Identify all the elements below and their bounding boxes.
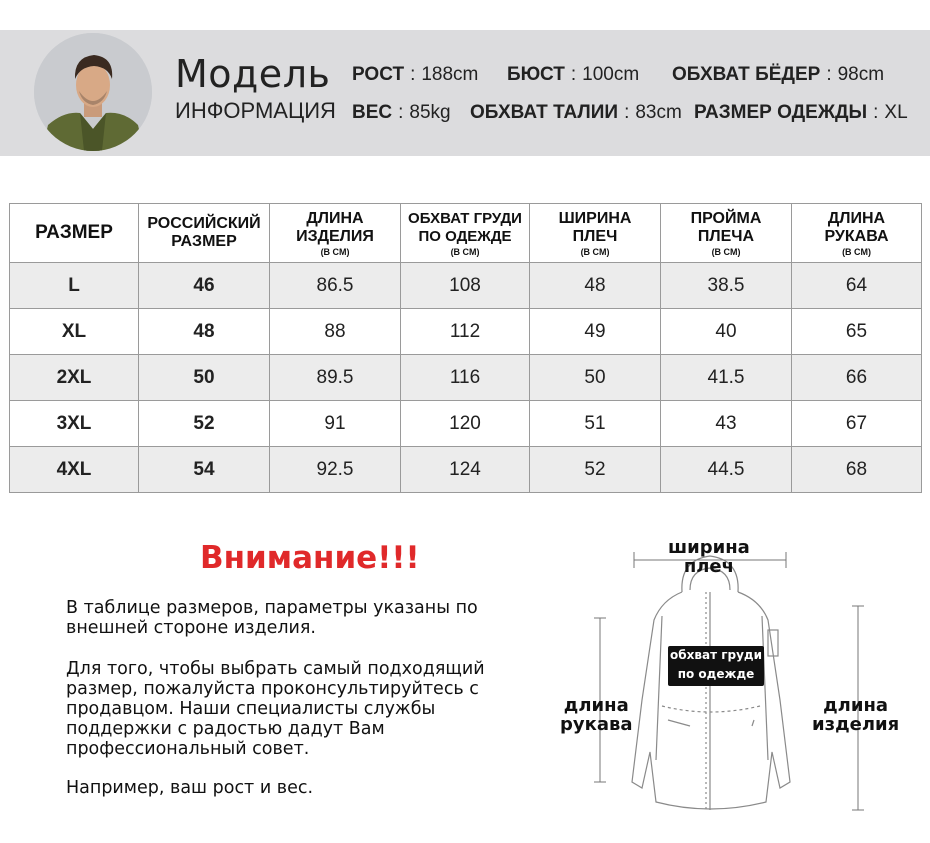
measurement-diagram	[550, 520, 930, 838]
model-subtitle: ИНФОРМАЦИЯ	[175, 98, 336, 123]
size-table	[9, 203, 922, 493]
param-value: 83cm	[635, 102, 682, 123]
cell-length: 92.5	[270, 447, 401, 493]
model-avatar	[34, 33, 152, 151]
param-key: ВЕС	[352, 102, 393, 123]
cell-russian-size: 48	[139, 309, 270, 355]
cell-armhole: 44.5	[661, 447, 792, 493]
param-key: РАЗМЕР ОДЕЖДЫ	[694, 102, 868, 123]
param-value: 85kg	[409, 102, 451, 123]
cell-chest: 116	[401, 355, 530, 401]
header-sleeve-length: ДЛИНА РУКАВА (В СМ)	[792, 204, 922, 263]
cell-shoulder: 52	[530, 447, 661, 493]
header-length: ДЛИНА ИЗДЕЛИЯ (В СМ)	[270, 204, 401, 263]
cell-shoulder: 51	[530, 401, 661, 447]
param-key: ОБХВАТ БЁДЕР	[672, 64, 821, 85]
label-chest: обхват груди по одежде	[668, 646, 764, 686]
param-hips: ОБХВАТ БЁДЕР : 98cm	[672, 64, 885, 85]
table-row	[10, 263, 922, 309]
cell-armhole: 41.5	[661, 355, 792, 401]
param-key: ОБХВАТ ТАЛИИ	[470, 102, 619, 123]
table-row	[10, 355, 922, 401]
cell-length: 91	[270, 401, 401, 447]
param-value: 98cm	[837, 64, 885, 85]
cell-sleeve: 68	[792, 447, 922, 493]
cell-size: XL	[10, 309, 139, 355]
cell-chest: 112	[401, 309, 530, 355]
param-weight: ВЕС : 85kg	[352, 102, 451, 123]
cell-chest: 120	[401, 401, 530, 447]
cell-russian-size: 46	[139, 263, 270, 309]
label-sleeve-length: длина рукава	[560, 695, 633, 735]
model-title: Модель	[175, 52, 331, 96]
param-value: XL	[884, 102, 908, 123]
header-shoulder-width: ШИРИНА ПЛЕЧ (В СМ)	[530, 204, 661, 263]
header-size: РАЗМЕР	[10, 204, 139, 263]
cell-russian-size: 50	[139, 355, 270, 401]
cell-shoulder: 49	[530, 309, 661, 355]
table-header-row	[10, 204, 922, 263]
header-chest: ОБХВАТ ГРУДИ ПО ОДЕЖДЕ (В СМ)	[401, 204, 530, 263]
header-armhole: ПРОЙМА ПЛЕЧА (В СМ)	[661, 204, 792, 263]
table-row	[10, 401, 922, 447]
cell-length: 88	[270, 309, 401, 355]
param-height: РОСТ : 188cm	[352, 64, 479, 85]
param-waist: ОБХВАТ ТАЛИИ : 83cm	[470, 102, 682, 123]
param-value: 188cm	[421, 64, 479, 85]
note-paragraph-2: Для того, чтобы выбрать самый подходящий размер, пожалуйста проконсультируйтесь с продавцом. Наши специалисты службы поддержки с радостью дадут Вам профессиональный совет.	[66, 659, 485, 759]
note-paragraph-3: Например, ваш рост и вес.	[66, 778, 314, 798]
cell-sleeve: 65	[792, 309, 922, 355]
label-garment-length: длина изделия	[812, 695, 900, 735]
cell-size: 2XL	[10, 355, 139, 401]
cell-sleeve: 67	[792, 401, 922, 447]
cell-length: 89.5	[270, 355, 401, 401]
cell-length: 86.5	[270, 263, 401, 309]
label-shoulder-width: ширина плеч	[668, 537, 750, 577]
param-clothing-size: РАЗМЕР ОДЕЖДЫ : XL	[694, 102, 908, 123]
note-paragraph-1: В таблице размеров, параметры указаны по внешней стороне изделия.	[66, 598, 478, 638]
cell-size: L	[10, 263, 139, 309]
attention-title: Внимание!!!	[200, 540, 420, 576]
param-bust: БЮСТ : 100cm	[507, 64, 640, 85]
cell-size: 4XL	[10, 447, 139, 493]
table-row	[10, 309, 922, 355]
cell-russian-size: 52	[139, 401, 270, 447]
param-key: РОСТ	[352, 64, 405, 85]
cell-chest: 124	[401, 447, 530, 493]
param-key: БЮСТ	[507, 64, 565, 85]
cell-russian-size: 54	[139, 447, 270, 493]
cell-armhole: 38.5	[661, 263, 792, 309]
cell-chest: 108	[401, 263, 530, 309]
cell-sleeve: 66	[792, 355, 922, 401]
cell-size: 3XL	[10, 401, 139, 447]
cell-armhole: 40	[661, 309, 792, 355]
header-russian-size: РОССИЙСКИЙ РАЗМЕР	[139, 204, 270, 263]
param-value: 100cm	[582, 64, 640, 85]
cell-shoulder: 48	[530, 263, 661, 309]
cell-sleeve: 64	[792, 263, 922, 309]
table-row	[10, 447, 922, 493]
cell-armhole: 43	[661, 401, 792, 447]
cell-shoulder: 50	[530, 355, 661, 401]
